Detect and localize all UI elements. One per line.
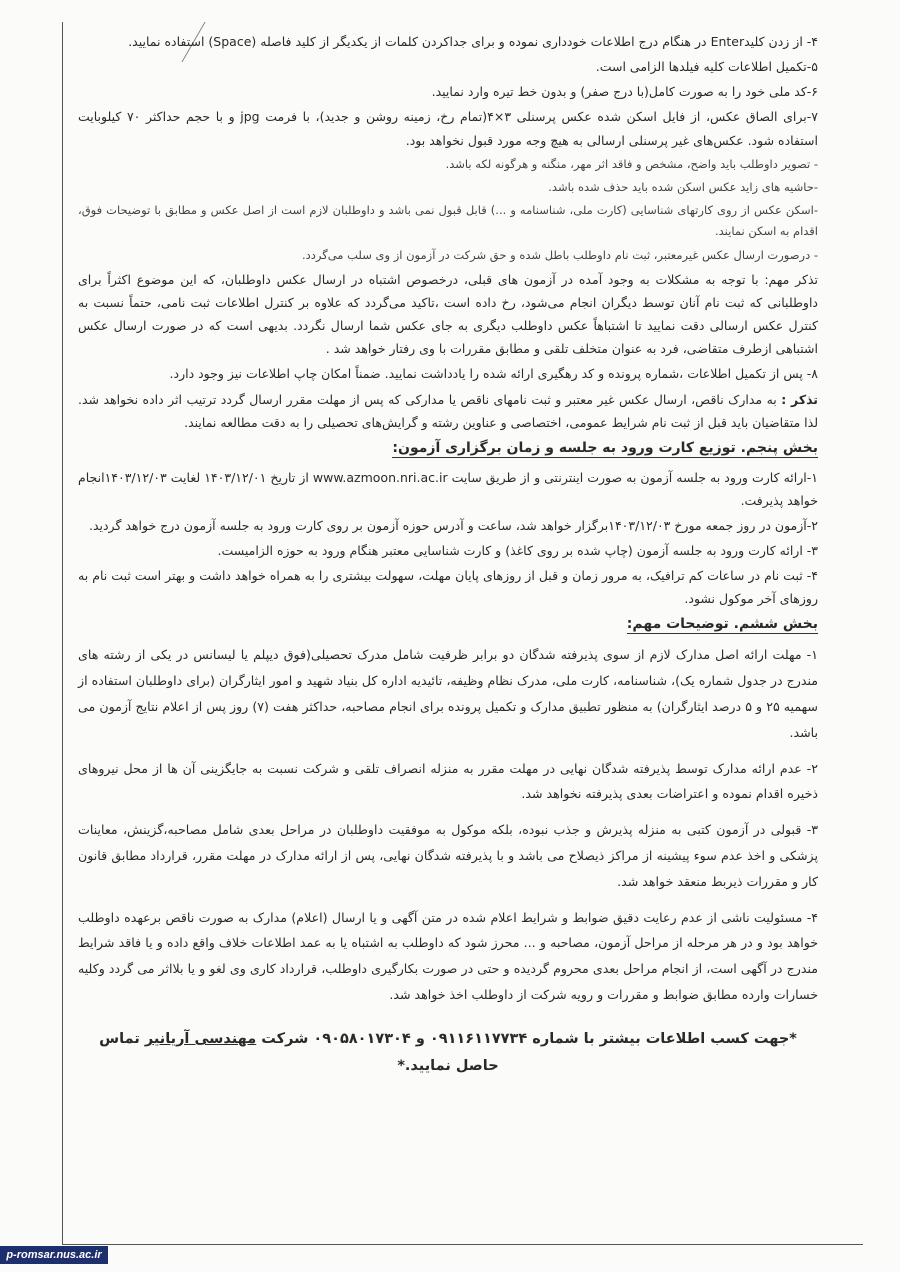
company-name: مهندسی آریانیر [144,1030,257,1047]
item-4: ۴- از زدن کلیدEnter در هنگام درج اطلاعات خودداری نموده و برای جداکردن کلمات از یکدیگر از کلید فاصله (Space) استفاده نمایید. [128,34,818,49]
photo-rule-1: - تصویر داوطلب باید واضح، مشخص و فاقد اثر مهر، منگنه و هرگونه لکه باشد. [445,156,818,171]
important-note: تذکر مهم: با توجه به مشکلات به وجود آمده در آزمون های قبلی، درخصوص اشتباه در ارسال عکس داوطلبان، که این موضوع اکثراً برای داوطلبانی که ثبت نام آنان توسط دیگران انجام می‌شود، رخ داده است ،تاکید می‌گردد که علاوه بر کنترل اطلاعات ثبت نامی، حتماً نسبت به کنترل عکس ارسالی دقت نمایید تا اشتباهاً عکس داوطلب دیگری به جای عکس شما ارسال نگردد. بدیهی است که در صورت ارسال عکس اشتباهی ازطرف متقاضی، فرد به عنوان متخلف تلقی و مطابق مقررات با وی رفتار خواهد شد . [78,271,818,357]
item-6: ۶-کد ملی خود را به صورت کامل(با درج صفر) و بدون خط تیره وارد نمایید. [431,84,818,100]
photo-rule-4: - درصورت ارسال عکس غیرمعتبر، ثبت نام داوطلب باطل شده و حق شرکت در آزمون از وی سلب می‌گردد. [301,247,818,262]
photo-rule-3: -اسکن عکس از روی کارتهای شناسایی (کارت ملی، شناسنامه و ...) قابل قبول نمی باشد و داوطلبان لازم است از اصل عکس و مطابق با توضیحات فوق، اقدام به اسکن نمایند. [78,203,818,239]
contact-footer: *جهت کسب اطلاعات بیشتر با شماره ۰۹۱۱۶۱۱۷۷۳۴ و ۰۹۰۵۸۰۱۷۳۰۴ شرکت مهندسی آریانیر تماس حاصل نمایید.* [99,1030,797,1074]
item-8: ۸- پس از تکمیل اطلاعات ،شماره پرونده و کد رهگیری ارائه شده را یادداشت نمایید. ضمناً امکان چاپ اطلاعات نیز وجود دارد. [169,366,818,382]
item-5: ۵-تکمیل اطلاعات کلیه فیلدها الزامی است. [595,59,818,75]
watermark-url: p-romsar.nus.ac.ir [0,1246,108,1264]
section-6-item-3: ۳- قبولی در آزمون کتبی به منزله پذیرش و جذب نبوده، بلکه موکول به موفقیت داوطلبان در مراحل بعدی شامل مصاحبه،گزینش، معاینات پزشکی و اخذ عدم سوء پیشینه از مراکز ذیصلاح می باشد و با پذیرفته شدگان نهایی، پس از ارائه مدارک در مهلت مقرر، قرارداد مطابق قانون کار و مقررات ذیربط منعقد خواهد شد. [78,822,818,889]
section-5-item-4: ۴- ثبت نام در ساعات کم ترافیک، به مرور زمان و قبل از روزهای پایان مهلت، سهولت بیشتری را به همراه خواهد داشت و بهتر است ثبت نام به روزهای آخر موکول نشود. [78,568,818,607]
document-content [78,30,818,1082]
section-5-item-3: ۳- ارائه کارت ورود به جلسه آزمون (چاپ شده بر روی کاغذ) و کارت شناسایی معتبر هنگام ورود به حوزه الزامیست. [217,543,818,559]
section-6-item-1: ۱- مهلت ارائه اصل مدارک لازم از سوی پذیرفته شدگان دو برابر ظرفیت شامل مدرک تحصیلی(فوق دیپلم یا لیسانس در یکی از رشته های مندرج در جدول شماره یک)، شناسنامه، کارت ملی، مدرک نظام وظیفه، تائیدیه اداره کل بنیاد شهید و امور ایثارگران (برای داوطلبان استفاده از سهمیه ۲۵ و ۵ درصد ایثارگران) به منظور تطبیق مدارک و تکمیل پرونده برای انجام مصاحبه، حداکثر هفت (۷) روز پس از اعلام نتایج آزمون می باشد. [78,647,818,740]
warning-text: به مدارک ناقص، ارسال عکس غیر معتبر و ثبت نامهای ناقص یا مدارکی که پس از مهلت مقرر ارسال گردد ترتیب اثر داده نخواهد شد. لذا متقاضیان باید قبل از ثبت نام شرایط عمومی، اختصاصی و عناوین رشته و گرایش‌های تحصیلی را به دقت مطالعه نمایند. [78,391,818,430]
section-5-title: بخش پنجم. توزیع کارت ورود به جلسه و زمان برگزاری آزمون: [392,439,818,456]
section-6-item-4: ۴- مسئولیت ناشی از عدم رعایت دقیق ضوابط و شرایط اعلام شده در متن آگهی و یا ارسال (اعلام) مدارک به صورت ناقص برعهده داوطلب خواهد بود و در هر مرحله از مراحل آزمون، مصاحبه و ... محرز شود که داوطلب به اشتباه یا به عمد اطلاعات خلاف واقع داده و یا فاقد شرایط مندرج در آگهی است، از انجام مراحل بعدی محروم گردیده و حتی در صورت بکارگیری داوطلب، قرارداد کاری وی لغو و یا بلااثر می گردد وکلیه خسارات وارده مطابق ضوابط و مقررات و رویه شرکت از داوطلب اخذ خواهد شد. [78,909,818,1003]
warning-label: تذکر : [781,391,819,407]
photo-rule-2: -حاشیه های زاید عکس اسکن شده باید حذف شده باشد. [548,179,818,194]
warning-paragraph [78,388,818,434]
section-5-item-1: ۱-ارائه کارت ورود به جلسه آزمون به صورت اینترنتی و از طریق سایت www.azmoon.nri.ac.ir از تاریخ ۱۴۰۳/۱۲/۰۱ لغایت ۱۴۰۳/۱۲/۰۳انجام خواهد پذیرفت. [78,469,818,508]
section-5-item-2: ۲-آزمون در روز جمعه مورخ ۱۴۰۳/۱۲/۰۳برگزار خواهد شد، ساعت و آدرس حوزه آزمون بر روی کارت ورود به جلسه آزمون درج خواهد گردید. [88,517,818,533]
item-7: ۷-برای الصاق عکس، از فایل اسکن شده عکس پرسنلی ۳×۴(تمام رخ، زمینه روشن و جدید)، با فرمت jpg و با حجم حداکثر ۷۰ کیلوبایت استفاده شود. عکس‌های غیر پرسنلی ارسالی به هیچ وجه مورد قبول نخواهد بود. [78,109,818,148]
section-6-list [78,642,818,1008]
section-6-item-2: ۲- عدم ارائه مدارک توسط پذیرفته شدگان نهایی در مهلت مقرر به منزله انصراف تلقی و شرکت نسبت به جایگزینی آن ها از محل نیروهای ذخیره اقدام نموده و اعتراضات بعدی پذیرفته نخواهد شد. [78,760,818,802]
section-6-title: بخش ششم. توضیحات مهم: [626,616,818,633]
